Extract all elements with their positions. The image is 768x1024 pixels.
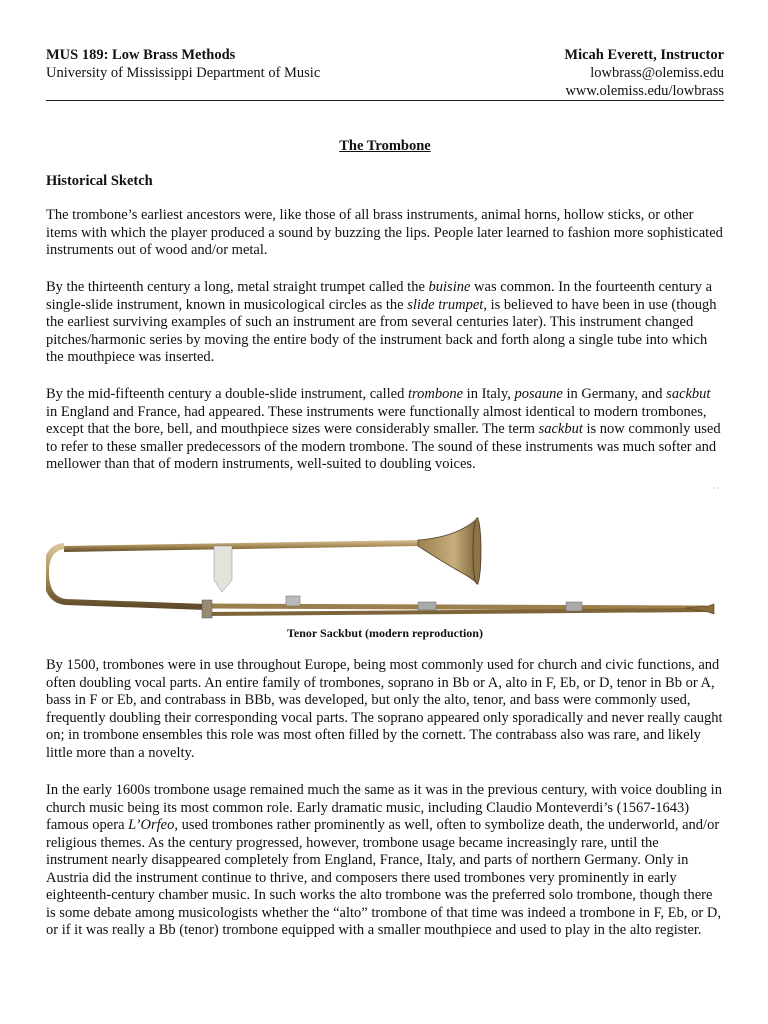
instructor-name: Micah Everett, Instructor (564, 47, 724, 63)
paragraph-5: In the early 1600s trombone usage remained much the same as it was in the previous century, with voice doubling in church music being its most common role. Early dramatic music, including Claudio Monteverdi’s (1567-1643) famous opera L’Orfeo, used trombones rather prominently as well, often to symbolize death, the underworld, and/or religious themes. As the century progressed, however, trombone usage became increasingly rare, until the instrument nearly disappeared completely from England, France, Italy, and parts of northern Germany. Only in Austria did the instrument continue to thrive, and composers there used trombones very prominently in early eighteenth-century chamber music. In such works the alto trombone was the preferred solo trombone, though there is some debate among musicologists whether the “alto” trombone of that time was indeed a trombone in F, Eb, or D, or if it was really a Bb (tenor) trombone equipped with a smaller mouthpiece and used to play in the alto register. (46, 782, 722, 938)
header-divider (46, 100, 724, 101)
term-sackbut-2: sackbut (538, 421, 583, 437)
department-name: University of Mississippi Department of Music (46, 65, 321, 81)
term-lorfeo: L’Orfeo (128, 817, 175, 833)
bell-tube (64, 540, 418, 552)
paragraph-2: By the thirteenth century a long, metal straight trumpet called the buisine was common. In the fourteenth century a single-slide instrument, known in musicological circles as the slide trumpet, is believed to have been in use (though the earliest surviving examples of such an instrument are from several centuries later). This instrument changed pitches/harmonic series by moving the entire body of the instrument back and forth along a single tube into which the mouthpiece was inserted. (46, 279, 717, 365)
slide-stay (202, 600, 212, 618)
section-heading: Historical Sketch (46, 173, 153, 189)
term-buisine: buisine (428, 279, 471, 295)
figure-caption: Tenor Sackbut (modern reproduction) (287, 626, 483, 640)
paragraph-4: By 1500, trombones were in use throughout Europe, being most commonly used for church and civic functions, and often doubling vocal parts. An entire family of trombones, soprano in Bb or A, alto in F, Eb, or D, tenor in Bb or A, bass in F or Eb, and contrabass in BBb, was developed, but only the alto, tenor, and bass were commonly used, frequently doubling their corresponding vocal parts. The soprano appeared only sporadically and never really caught on; in trombone ensembles this role was most often filled by the cornett. The contrabass also was rare, and likely little more than a novelty. (46, 657, 723, 761)
scan-artifact: · · (712, 484, 720, 493)
bell-rim (473, 518, 481, 584)
tag-card (214, 546, 232, 592)
course-title: MUS 189: Low Brass Methods (46, 47, 236, 63)
bell-stay (286, 596, 300, 606)
instructor-email[interactable]: lowbrass@olemiss.edu (590, 65, 724, 81)
ferrule (418, 602, 436, 610)
course-website[interactable]: www.olemiss.edu/lowbrass (565, 83, 724, 99)
term-posaune: posaune (514, 386, 563, 402)
term-sackbut: sackbut (666, 386, 711, 402)
term-trombone: trombone (408, 386, 464, 402)
page-title: The Trombone (339, 138, 431, 154)
term-slide-trumpet: slide trumpet (407, 296, 484, 313)
slide-outer (206, 606, 706, 608)
ferrule-2 (566, 602, 582, 611)
slide-inner (206, 610, 706, 614)
sackbut-image (46, 510, 724, 626)
paragraph-3: By the mid-fifteenth century a double-slide instrument, called trombone in Italy, posaune in Germany, and sackbut in England and France, had appeared. These instruments were functionally almost identical to modern trombones, except that the bore, bell, and mouthpiece sizes were considerably smaller. The term sackbut is now commonly used to refer to these smaller predecessors of the modern trombone. The sound of these instruments was much softer and mellower than that of modern instruments, well-suited to doubling voices. (46, 386, 721, 472)
tuning-crook (46, 546, 206, 607)
paragraph-1: The trombone’s earliest ancestors were, like those of all brass instruments, animal horns, hollow sticks, or other items with which the player produced a sound by buzzing the lips. People later learned to fashion more sophisticated instruments out of wood and/or metal. (46, 207, 723, 258)
bell-flare (418, 518, 478, 584)
